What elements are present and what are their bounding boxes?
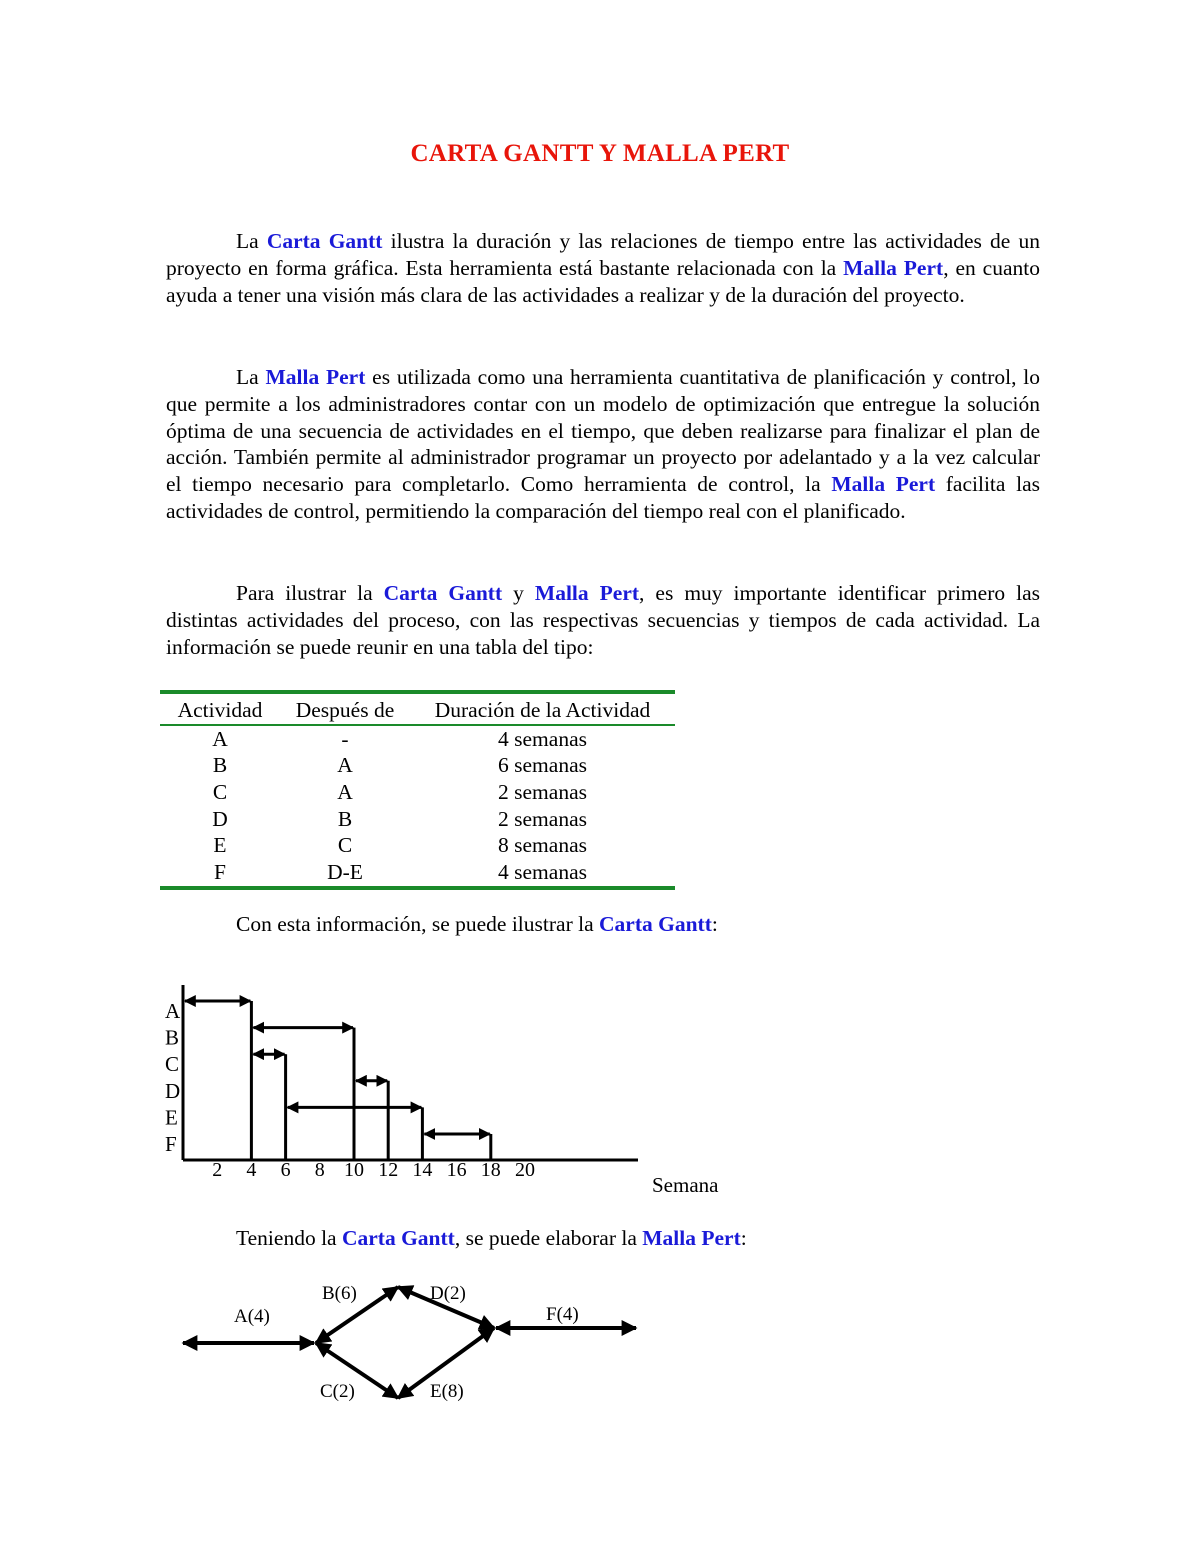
gantt-category-label: E [165,1105,178,1130]
term-carta-gantt: Carta Gantt [383,581,503,605]
table-row: C A 2 semanas [212,779,587,804]
term-carta-gantt: Carta Gantt [266,229,383,253]
gantt-category-label: D [165,1078,181,1103]
document-title: CARTA GANTT Y MALLA PERT [410,140,790,167]
table-row: D B 2 semanas [212,806,587,831]
gantt-category-label: F [165,1132,177,1156]
table-row: E C 8 semanas [213,833,587,858]
gantt-tick-label: 4 [246,1159,257,1181]
table-row: F D-E 4 semanas [214,859,587,884]
header-actividad: Actividad [160,692,280,725]
gantt-tick-label: 8 [314,1159,325,1181]
table-row: A - 4 semanas [212,726,587,751]
pert-caption: Teniendo la Carta Gantt, se puede elaborar la Malla Pert: [236,1226,747,1250]
term-malla-pert: Malla Pert [831,472,936,497]
header-duracion: Duración de la Actividad [410,692,675,725]
table-row: B A 6 semanas [212,753,587,778]
gantt-category-label: A [165,999,181,1023]
paragraph-ilustrar: Para ilustrar la Carta Gantt y Malla Pert, es muy importante identificar primero las distintas actividades del proceso, con las respectivas secuencias y tiempos de cada actividad. La información se puede reunir en una tabla del tipo: [166,581,1040,659]
gantt-category-label: C [165,1052,180,1077]
paragraph-carta-gantt: La Carta Gantt ilustra la duración y las relaciones de tiempo entre las actividades de un proyecto en forma gráfica. Esta herramienta está bastante relacionada con la Malla Pert, en cuanto ayuda a tener una visión más clara de las actividades a realizar y de la duración del proyecto. [166,229,1041,307]
pert-label-a: A(4) [234,1306,270,1327]
term-malla-pert: Malla Pert [843,255,944,280]
pert-label-c: C(2) [320,1381,355,1402]
header-despues-de: Después de [280,692,410,725]
gantt-tick-label: 12 [378,1159,399,1181]
gantt-tick-label: 16 [446,1159,467,1181]
gantt-tick-label: 2 [212,1159,223,1181]
pert-label-e: E(8) [430,1381,464,1402]
paragraph-malla-pert: La Malla Pert es utilizada como una herramienta cuantitativa de planificación y control, lo que permite a los administradores contar con un modelo de optimización que entregue la solución óptima de una secuencia de actividades en el tiempo, que deben realizarse para finalizar el plan de acción. También permite al administrador programar un proyecto por adelantado y a la vez calcular el tiempo necesario para completarlo. Como herramienta de control, la Malla Pert facilita las actividades de control, permitiendo la comparación del tiempo real con el planificado. [166,365,1040,523]
gantt-xlabel: Semana [652,1173,719,1197]
pert-label-b: B(6) [322,1283,357,1304]
pert-label-f: F(4) [546,1304,579,1325]
gantt-category-label: B [165,1025,180,1050]
term-malla-pert: Malla Pert [265,365,366,389]
gantt-caption: Con esta información, se puede ilustrar la Carta Gantt: [236,912,718,936]
gantt-tick-label: 18 [480,1159,501,1181]
gantt-tick-label: 14 [412,1159,433,1181]
gantt-tick-label: 10 [344,1159,364,1181]
pert-label-d: D(2) [430,1283,466,1304]
gantt-tick-label: 6 [280,1159,291,1181]
term-malla-pert: Malla Pert [534,581,640,605]
gantt-tick-label: 20 [515,1159,535,1181]
